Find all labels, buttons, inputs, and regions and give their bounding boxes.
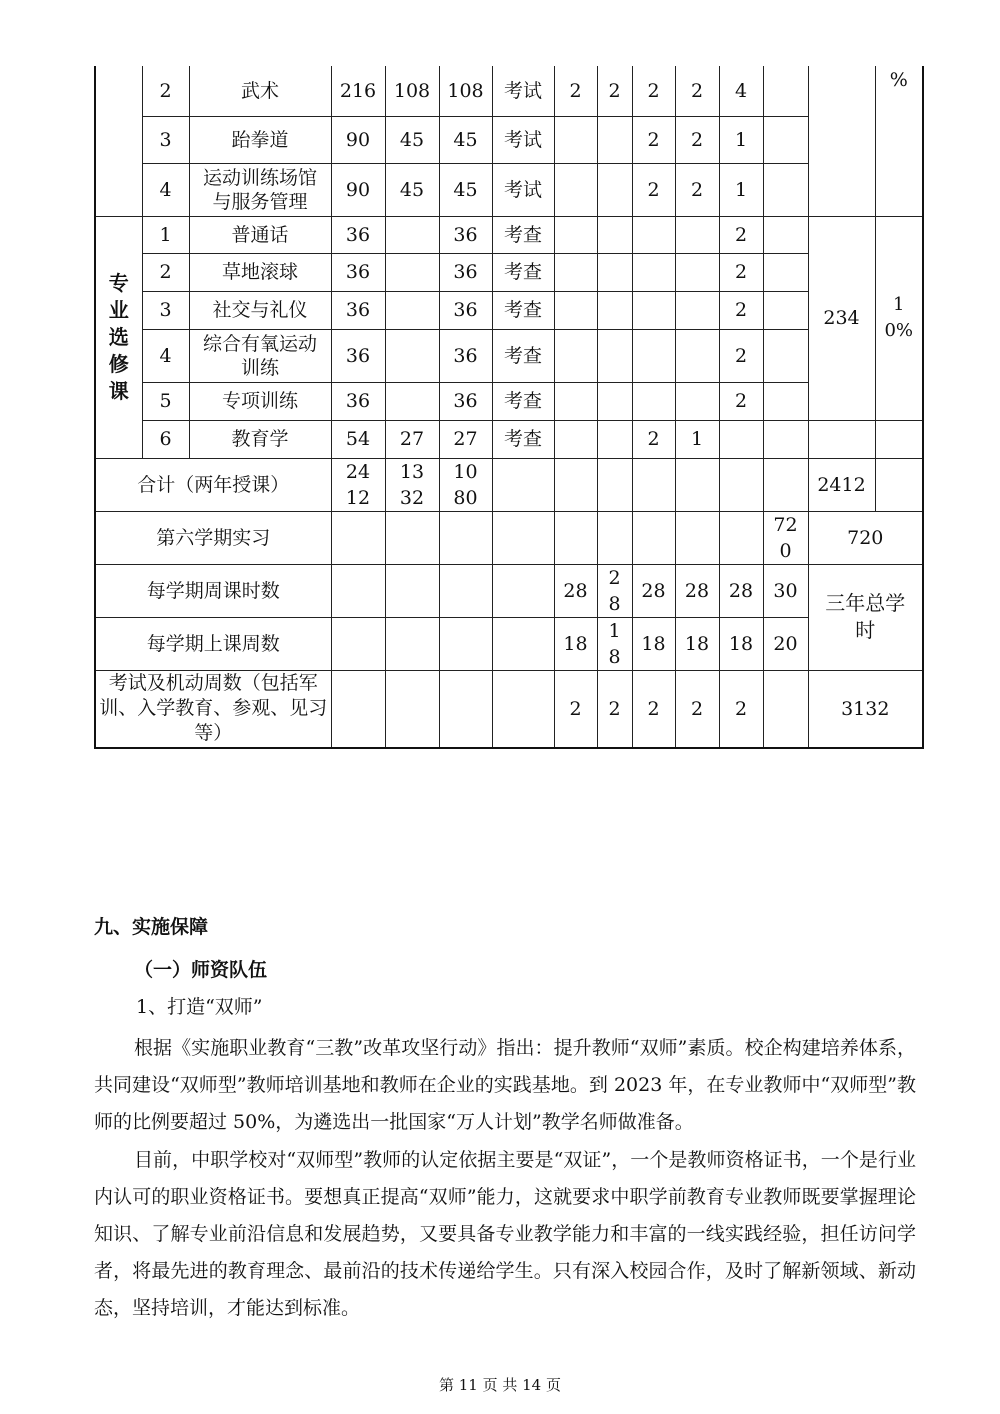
semester-2-hours xyxy=(597,216,632,253)
assessment-type: 考查 xyxy=(492,216,554,253)
total-hours: 36 xyxy=(331,382,385,420)
practice-hours: 36 xyxy=(439,382,492,420)
empty-cell xyxy=(554,511,597,564)
empty-cell xyxy=(675,511,719,564)
assessment-type: 考查 xyxy=(492,420,554,458)
semester-6-hours xyxy=(763,382,808,420)
table-row xyxy=(95,163,923,216)
semester-2-weeks-value: 18 xyxy=(608,619,621,668)
three-year-label-cell xyxy=(808,564,923,670)
table-row xyxy=(95,291,923,329)
semester-2-hours xyxy=(597,291,632,329)
semester-2-hours: 2 xyxy=(597,66,632,116)
total-hours: 90 xyxy=(331,116,385,163)
semester-1-hours xyxy=(554,420,597,458)
elective-percent: 10% xyxy=(884,294,914,341)
semester-1-hours xyxy=(554,382,597,420)
semester-3-hours: 28 xyxy=(632,564,675,617)
theory-hours xyxy=(385,329,439,382)
semester-1-weeks: 18 xyxy=(554,617,597,670)
empty-cell xyxy=(808,420,875,458)
section-heading: 九、实施保障 xyxy=(94,916,209,938)
empty-cell xyxy=(385,617,439,670)
empty-cell xyxy=(875,420,923,458)
empty-cell xyxy=(492,564,554,617)
practice-hours: 36 xyxy=(439,329,492,382)
empty-cell xyxy=(439,511,492,564)
elective-percent-cell xyxy=(875,216,923,420)
semester-1-hours xyxy=(554,291,597,329)
course-name-text: 运动训练场馆与服务管理 xyxy=(202,166,317,213)
semester-2-hours xyxy=(597,116,632,163)
category-percent-cell xyxy=(875,66,923,216)
semester-3-hours xyxy=(632,329,675,382)
exam-row xyxy=(95,670,923,748)
empty-cell xyxy=(492,511,554,564)
semester-1-hours xyxy=(554,329,597,382)
semester-1-hours xyxy=(554,216,597,253)
table-row xyxy=(95,420,923,458)
semester-2-hours xyxy=(597,253,632,291)
semester-3-hours: 2 xyxy=(632,66,675,116)
course-number: 4 xyxy=(142,163,189,216)
internship-hours-value: 720 xyxy=(773,513,798,562)
empty-cell xyxy=(331,564,385,617)
semester-6-hours xyxy=(763,291,808,329)
section-subheading: （一）师资队伍 xyxy=(134,959,268,981)
weekly-hours-label: 每学期周课时数 xyxy=(95,564,331,617)
paragraph: 目前，中职学校对“双师型”教师的认定依据主要是“双证”，一个是教师资格证书，一个是行业内认可的职业资格证书。要想真正提高“双师”能力，这就要求中职学前教育专业教师既要掌握理论知识、了解专业前沿信息和发展趋势，又要具备专业教学能力和丰富的一线实践经验，担任访问学者，将最先进的教育理念、最前沿的技术传递给学生。只有深入校园合作，及时了解新领域、新动态，坚持培训，才能达到标准。 xyxy=(94,1149,916,1319)
internship-sum: 720 xyxy=(808,511,923,564)
theory-hours: 45 xyxy=(385,116,439,163)
semester-2-weeks xyxy=(597,617,632,670)
empty-cell xyxy=(385,670,439,748)
total-sum: 2412 xyxy=(808,458,875,511)
semester-6-hours xyxy=(763,329,808,382)
theory-hours xyxy=(385,216,439,253)
semester-4-hours: 2 xyxy=(675,66,719,116)
course-name: 教育学 xyxy=(189,420,331,458)
semester-4-hours: 1 xyxy=(675,420,719,458)
table-row xyxy=(95,329,923,382)
empty-cell xyxy=(597,511,632,564)
semester-3-hours: 2 xyxy=(632,420,675,458)
theory-hours xyxy=(385,253,439,291)
semester-5-hours: 2 xyxy=(719,329,763,382)
total-row-label: 合计（两年授课） xyxy=(95,458,331,511)
category-cell-continued xyxy=(95,66,142,216)
semester-4-hours xyxy=(675,382,719,420)
assessment-type: 考查 xyxy=(492,329,554,382)
empty-cell xyxy=(719,458,763,511)
internship-row xyxy=(95,511,923,564)
semester-4-hours: 2 xyxy=(675,116,719,163)
elective-category-label: 专业选修课 xyxy=(108,270,129,403)
semester-4-hours xyxy=(675,329,719,382)
semester-1-hours xyxy=(554,116,597,163)
theory-hours-value: 1332 xyxy=(399,460,425,509)
theory-hours: 45 xyxy=(385,163,439,216)
semester-4-hours xyxy=(675,216,719,253)
semester-5-hours: 2 xyxy=(719,382,763,420)
course-number: 5 xyxy=(142,382,189,420)
empty-cell xyxy=(554,458,597,511)
semester-2-hours xyxy=(597,564,632,617)
table-row xyxy=(95,116,923,163)
category-hours-cell xyxy=(808,66,875,216)
body-text xyxy=(94,1030,916,1327)
practice-hours: 36 xyxy=(439,216,492,253)
elective-hours-total: 234 xyxy=(808,216,875,420)
semester-5-hours: 2 xyxy=(719,216,763,253)
semester-5-hours: 28 xyxy=(719,564,763,617)
semester-4-weeks: 2 xyxy=(675,670,719,748)
semester-6-hours xyxy=(763,163,808,216)
semester-1-hours: 28 xyxy=(554,564,597,617)
page-footer: 第 11 页 共 14 页 xyxy=(438,1376,561,1394)
curriculum-table xyxy=(94,66,924,749)
theory-hours xyxy=(385,382,439,420)
course-number: 1 xyxy=(142,216,189,253)
empty-cell xyxy=(331,511,385,564)
assessment-type: 考查 xyxy=(492,253,554,291)
course-name-text: 综合有氧运动训练 xyxy=(202,332,317,379)
semester-4-hours xyxy=(675,253,719,291)
internship-label: 第六学期实习 xyxy=(95,511,331,564)
semester-5-hours: 4 xyxy=(719,66,763,116)
semester-3-hours xyxy=(632,216,675,253)
practice-hours: 108 xyxy=(439,66,492,116)
assessment-type: 考查 xyxy=(492,291,554,329)
practice-hours xyxy=(439,458,492,511)
practice-hours: 45 xyxy=(439,116,492,163)
total-row xyxy=(95,458,923,511)
course-number: 3 xyxy=(142,291,189,329)
theory-hours: 27 xyxy=(385,420,439,458)
assessment-type: 考试 xyxy=(492,66,554,116)
semester-2-weeks: 2 xyxy=(597,670,632,748)
theory-hours xyxy=(385,291,439,329)
course-name: 社交与礼仪 xyxy=(189,291,331,329)
course-name: 普通话 xyxy=(189,216,331,253)
theory-hours xyxy=(385,458,439,511)
empty-cell xyxy=(492,458,554,511)
semester-3-hours xyxy=(632,253,675,291)
three-year-total: 3132 xyxy=(808,670,923,748)
empty-cell xyxy=(331,617,385,670)
practice-hours: 36 xyxy=(439,253,492,291)
semester-4-weeks: 18 xyxy=(675,617,719,670)
table-row xyxy=(95,382,923,420)
semester-6-hours xyxy=(763,216,808,253)
semester-3-weeks: 2 xyxy=(632,670,675,748)
elective-category-cell xyxy=(95,216,142,458)
semester-6-hours: 30 xyxy=(763,564,808,617)
empty-cell xyxy=(763,670,808,748)
practice-hours: 36 xyxy=(439,291,492,329)
empty-cell xyxy=(439,670,492,748)
semester-5-hours: 2 xyxy=(719,291,763,329)
assessment-type: 考试 xyxy=(492,163,554,216)
course-name: 武术 xyxy=(189,66,331,116)
weeks-label: 每学期上课周数 xyxy=(95,617,331,670)
semester-3-hours xyxy=(632,382,675,420)
table-row xyxy=(95,216,923,253)
semester-4-hours xyxy=(675,291,719,329)
empty-cell xyxy=(492,670,554,748)
weeks-row xyxy=(95,617,923,670)
semester-4-hours: 28 xyxy=(675,564,719,617)
empty-cell xyxy=(439,564,492,617)
course-number: 2 xyxy=(142,66,189,116)
total-hours-value: 2412 xyxy=(345,460,371,509)
percent-sign: % xyxy=(889,69,908,91)
empty-cell xyxy=(875,458,923,511)
semester-2-hours xyxy=(597,329,632,382)
practice-hours: 27 xyxy=(439,420,492,458)
semester-5-hours xyxy=(719,420,763,458)
weekly-hours-row xyxy=(95,564,923,617)
three-year-label: 三年总学时 xyxy=(825,591,906,642)
course-name: 跆拳道 xyxy=(189,116,331,163)
section-item: 1、打造“双师” xyxy=(136,996,263,1018)
empty-cell xyxy=(597,458,632,511)
empty-cell xyxy=(632,511,675,564)
paragraph: 根据《实施职业教育“三教”改革攻坚行动》指出：提升教师“双师”素质。校企构建培养体系，共同建设“双师型”教师培训基地和教师在企业的实践基地。到 2023 年，在专业教师中“双师型”教师的比例要超过 50%，为遴选出一批国家“万人计划”教学名师做准备。 xyxy=(94,1037,916,1133)
table-row xyxy=(95,66,923,116)
practice-hours: 45 xyxy=(439,163,492,216)
semester-6-hours xyxy=(763,253,808,291)
semester-3-hours xyxy=(632,291,675,329)
course-number: 6 xyxy=(142,420,189,458)
empty-cell xyxy=(492,617,554,670)
course-number: 4 xyxy=(142,329,189,382)
empty-cell xyxy=(439,617,492,670)
semester-6-hours xyxy=(763,511,808,564)
semester-6-hours xyxy=(763,66,808,116)
course-name: 草地滚球 xyxy=(189,253,331,291)
exam-label: 考试及机动周数（包括军训、入学教育、参观、见习等） xyxy=(99,672,328,745)
semester-5-hours: 2 xyxy=(719,253,763,291)
semester-2-hours-value: 28 xyxy=(608,566,621,615)
empty-cell xyxy=(763,458,808,511)
semester-1-hours: 2 xyxy=(554,66,597,116)
empty-cell xyxy=(385,511,439,564)
total-hours: 36 xyxy=(331,329,385,382)
theory-hours: 108 xyxy=(385,66,439,116)
exam-label-cell xyxy=(95,670,331,748)
empty-cell xyxy=(675,458,719,511)
course-name xyxy=(189,329,331,382)
semester-2-hours xyxy=(597,382,632,420)
semester-3-hours: 2 xyxy=(632,116,675,163)
total-hours: 36 xyxy=(331,253,385,291)
semester-5-hours: 1 xyxy=(719,163,763,216)
semester-6-hours xyxy=(763,420,808,458)
assessment-type: 考查 xyxy=(492,382,554,420)
total-hours: 90 xyxy=(331,163,385,216)
semester-2-hours xyxy=(597,163,632,216)
empty-cell xyxy=(719,511,763,564)
semester-1-hours xyxy=(554,253,597,291)
semester-2-hours xyxy=(597,420,632,458)
empty-cell xyxy=(632,458,675,511)
empty-cell xyxy=(385,564,439,617)
semester-5-weeks: 18 xyxy=(719,617,763,670)
semester-5-hours: 1 xyxy=(719,116,763,163)
semester-1-hours xyxy=(554,163,597,216)
total-hours: 36 xyxy=(331,216,385,253)
total-hours xyxy=(331,458,385,511)
semester-5-weeks: 2 xyxy=(719,670,763,748)
semester-3-weeks: 18 xyxy=(632,617,675,670)
practice-hours-value: 1080 xyxy=(453,460,478,509)
course-number: 2 xyxy=(142,253,189,291)
assessment-type: 考试 xyxy=(492,116,554,163)
semester-3-hours: 2 xyxy=(632,163,675,216)
total-hours: 216 xyxy=(331,66,385,116)
semester-4-hours: 2 xyxy=(675,163,719,216)
total-hours: 36 xyxy=(331,291,385,329)
empty-cell xyxy=(331,670,385,748)
semester-6-weeks: 20 xyxy=(763,617,808,670)
semester-1-weeks: 2 xyxy=(554,670,597,748)
course-name: 专项训练 xyxy=(189,382,331,420)
total-hours: 54 xyxy=(331,420,385,458)
semester-6-hours xyxy=(763,116,808,163)
course-number: 3 xyxy=(142,116,189,163)
course-name xyxy=(189,163,331,216)
table-row xyxy=(95,253,923,291)
